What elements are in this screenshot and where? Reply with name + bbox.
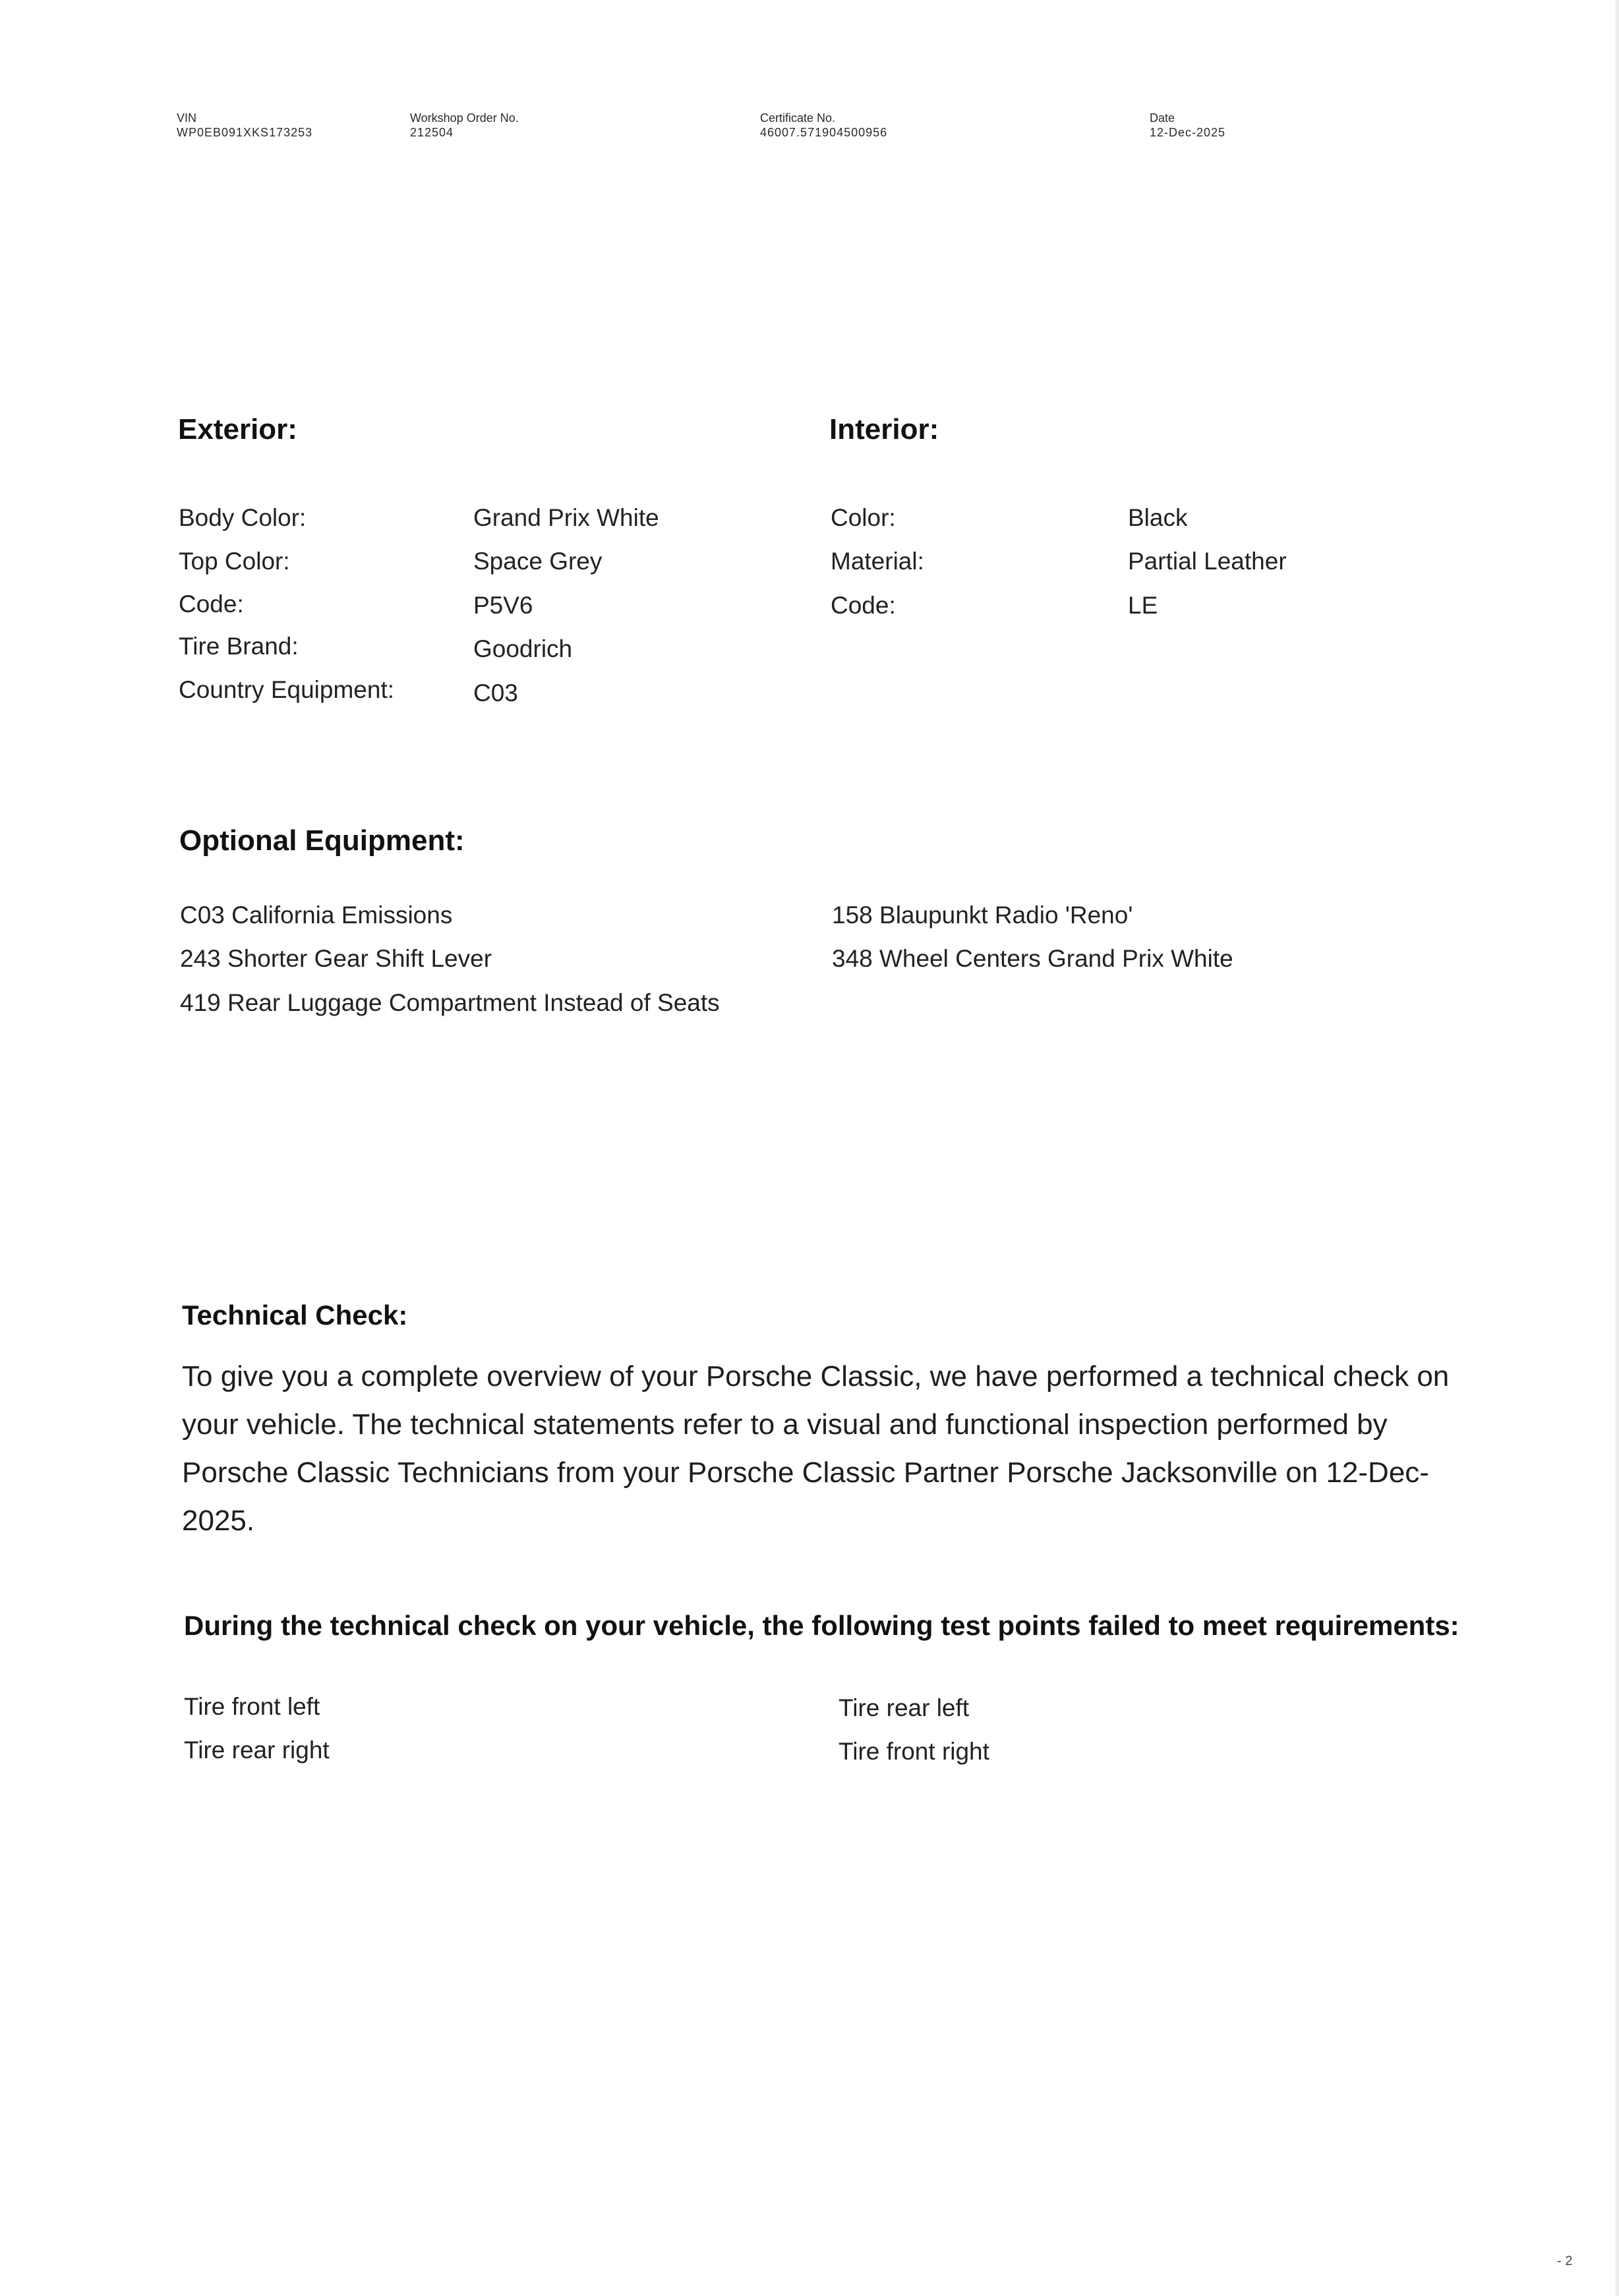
failed-point-item: Tire rear right <box>184 1736 330 1764</box>
failed-points-heading: During the technical check on your vehicle, the following test points failed to meet requirements: <box>184 1610 1459 1641</box>
technical-check-paragraph: To give you a complete overview of your Porsche Classic, we have performed a technical check on your vehicle. The technical statements refer to a visual and functional inspection performed by Porsche Classic Technicians from your Porsche Classic Partner Porsche Jacksonville on 12-Dec-2025. <box>182 1360 1450 1537</box>
optional-equipment-item: 348 Wheel Centers Grand Prix White <box>832 945 1233 972</box>
certificate-label: Certificate No. <box>760 111 836 125</box>
date-label: Date <box>1150 111 1175 125</box>
exterior-label-body-color: Body Color: <box>179 504 307 531</box>
interior-heading: Interior: <box>829 413 939 445</box>
page-number: - 2 <box>1557 2254 1573 2268</box>
failed-point-item: Tire front right <box>839 1738 989 1765</box>
interior-label-material: Material: <box>831 548 924 575</box>
workshop-order-block <box>410 111 519 140</box>
optional-equipment-heading: Optional Equipment: <box>179 824 465 857</box>
exterior-value-code: P5V6 <box>473 592 533 619</box>
workshop-order-label: Workshop Order No. <box>410 111 519 125</box>
interior-label-code: Code: <box>831 592 896 619</box>
vin-label: VIN <box>177 111 197 125</box>
technical-check-heading: Technical Check: <box>182 1300 408 1331</box>
page-edge-shadow <box>1615 0 1619 2296</box>
optional-equipment-item: 243 Shorter Gear Shift Lever <box>180 945 492 972</box>
failed-point-item: Tire front left <box>184 1693 320 1720</box>
date-block <box>1150 111 1225 140</box>
exterior-value-body-color: Grand Prix White <box>473 504 659 531</box>
exterior-value-top-color: Space Grey <box>473 548 603 575</box>
interior-value-material: Partial Leather <box>1128 548 1287 575</box>
exterior-label-code: Code: <box>179 590 244 617</box>
exterior-label-top-color: Top Color: <box>179 548 290 575</box>
interior-value-code: LE <box>1128 592 1158 619</box>
vin-block <box>177 111 312 140</box>
exterior-heading: Exterior: <box>178 413 297 445</box>
certificate-block <box>760 111 887 140</box>
interior-value-color: Black <box>1128 504 1188 531</box>
optional-equipment-item: 419 Rear Luggage Compartment Instead of Seats <box>180 989 720 1016</box>
workshop-order-value: 212504 <box>410 126 454 139</box>
exterior-label-country-equipment: Country Equipment: <box>179 676 395 703</box>
exterior-value-country-equipment: C03 <box>473 679 518 706</box>
date-value: 12-Dec-2025 <box>1150 126 1226 139</box>
exterior-label-tire-brand: Tire Brand: <box>179 633 299 660</box>
failed-point-item: Tire rear left <box>839 1694 970 1721</box>
optional-equipment-item: C03 California Emissions <box>180 902 453 929</box>
exterior-value-tire-brand: Goodrich <box>473 635 573 662</box>
certificate-value: 46007.571904500956 <box>760 126 888 139</box>
interior-label-color: Color: <box>831 504 896 531</box>
vin-value: WP0EB091XKS173253 <box>177 126 313 139</box>
optional-equipment-item: 158 Blaupunkt Radio 'Reno' <box>832 902 1133 929</box>
